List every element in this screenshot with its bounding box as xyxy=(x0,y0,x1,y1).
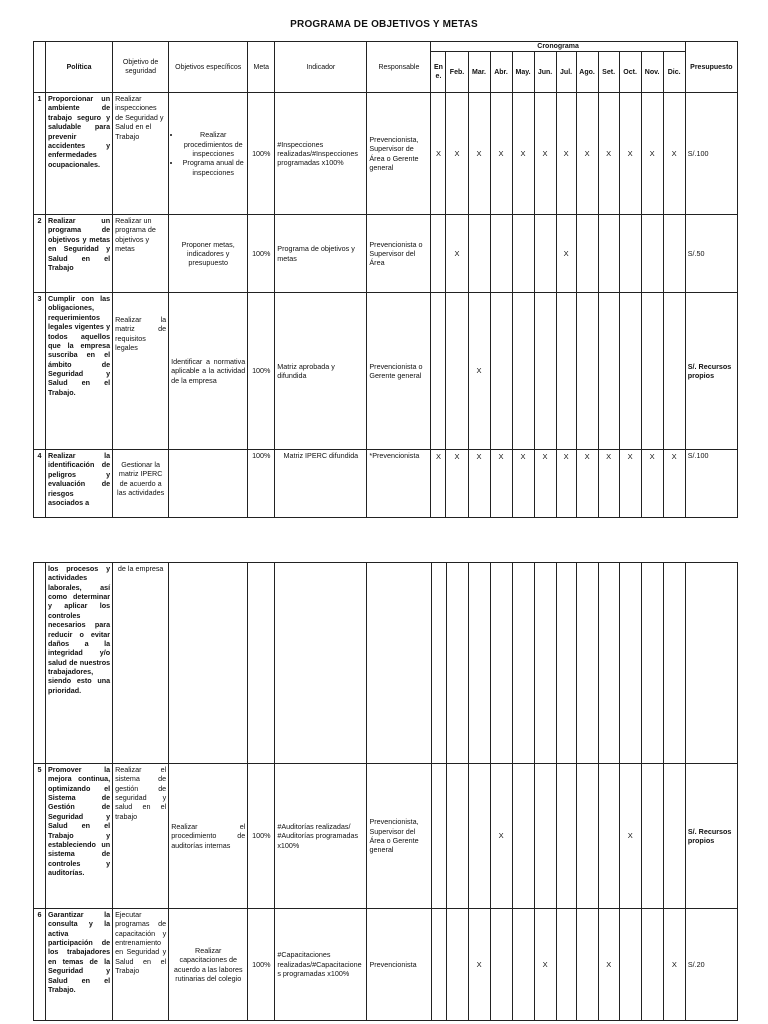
month-mark xyxy=(576,215,598,293)
objetivo-cell: Ejecutar programas de capacitación y entrenamiento en Seguridad y Salud en el Trabajo xyxy=(113,909,169,1021)
month-mark xyxy=(431,764,446,909)
month-mark: X xyxy=(556,93,576,215)
month-header: Jun. xyxy=(534,52,556,93)
month-header: May. xyxy=(512,52,534,93)
row-number: 5 xyxy=(34,764,46,909)
politica-cell: los procesos y actividades laborales, así como determinar y aplicar los controles necesarios para reducir o evitar daños a la integridad y/o salud de nuestros trabajadores, siendo esto una prioridad. xyxy=(46,563,113,764)
header-presupuesto: Presupuesto xyxy=(685,42,737,93)
indicador-cell: #Inspecciones realizadas/#Inspecciones programadas x100% xyxy=(275,93,367,215)
header-indicador: Indicador xyxy=(275,42,367,93)
month-mark: X xyxy=(490,764,512,909)
month-mark xyxy=(534,563,556,764)
month-mark: X xyxy=(641,450,663,518)
month-mark: X xyxy=(446,93,468,215)
especificos-cell xyxy=(169,563,248,764)
meta-cell xyxy=(248,563,275,764)
month-mark: X xyxy=(619,764,641,909)
month-mark: X xyxy=(446,450,468,518)
month-mark xyxy=(619,215,641,293)
header-objetivo: Objetivo de seguridad xyxy=(113,42,169,93)
row-number: 2 xyxy=(34,215,46,293)
month-mark xyxy=(576,764,598,909)
month-mark xyxy=(446,764,468,909)
header-politica: Política xyxy=(46,42,113,93)
month-mark: X xyxy=(663,93,685,215)
month-mark xyxy=(576,293,598,450)
month-mark xyxy=(512,215,534,293)
month-mark: X xyxy=(431,450,446,518)
politica-cell: Cumplir con las obligaciones, requerimientos legales vigentes y todos aquellos que la empresa suscriba en el ámbito de Seguridad y Salud en el Trabajo. xyxy=(46,293,113,450)
month-header: Dic. xyxy=(663,52,685,93)
especificos-cell: Proponer metas, indicadores y presupuesto xyxy=(169,215,248,293)
header-cronograma: Cronograma xyxy=(431,42,685,52)
month-mark xyxy=(663,563,685,764)
month-mark xyxy=(431,215,446,293)
month-mark xyxy=(512,909,534,1021)
month-mark xyxy=(468,764,490,909)
month-mark: X xyxy=(663,909,685,1021)
indicador-cell: #Auditorías realizadas/ #Auditorías programadas x100% xyxy=(275,764,367,909)
meta-cell: 100% xyxy=(248,293,275,450)
objetivo-cell: Realizar un programa de objetivos y metas xyxy=(113,215,169,293)
month-mark: X xyxy=(512,93,534,215)
objetivo-cell: Realizar la matriz de requisitos legales xyxy=(113,293,169,450)
responsable-cell: Prevencionista, Supervisor de Área o Gerente general xyxy=(367,93,431,215)
month-mark xyxy=(534,764,556,909)
table-row xyxy=(34,909,738,1021)
month-mark xyxy=(534,215,556,293)
indicador-cell: Matriz IPERC difundida xyxy=(275,450,367,518)
month-header: Feb. xyxy=(446,52,468,93)
month-mark xyxy=(641,215,663,293)
month-mark: X xyxy=(490,450,512,518)
month-mark xyxy=(663,215,685,293)
month-mark: X xyxy=(468,93,490,215)
objectives-table-page-1 xyxy=(33,41,738,518)
month-mark: X xyxy=(534,93,556,215)
header-responsable: Responsable xyxy=(367,42,431,93)
month-mark xyxy=(663,293,685,450)
month-mark xyxy=(641,909,663,1021)
month-mark: X xyxy=(512,450,534,518)
month-mark xyxy=(598,215,619,293)
month-mark xyxy=(556,764,576,909)
presupuesto-cell: S/.20 xyxy=(685,909,737,1021)
month-mark: X xyxy=(619,450,641,518)
month-mark: X xyxy=(641,93,663,215)
especificos-cell xyxy=(169,450,248,518)
politica-cell: Proporcionar un ambiente de trabajo seguro y saludable para prevenir accidentes y enfermedades ocupacionales. xyxy=(46,93,113,215)
month-mark: X xyxy=(556,450,576,518)
month-mark: X xyxy=(598,450,619,518)
month-mark xyxy=(468,215,490,293)
month-mark xyxy=(446,293,468,450)
month-mark xyxy=(431,909,446,1021)
month-mark xyxy=(556,563,576,764)
presupuesto-cell: S/.100 xyxy=(685,93,737,215)
row-number: 4 xyxy=(34,450,46,518)
row-number: 1 xyxy=(34,93,46,215)
responsable-cell: Prevencionista, Supervisor del Área o Gerente general xyxy=(367,764,431,909)
table-row xyxy=(34,563,738,764)
month-mark xyxy=(490,909,512,1021)
month-mark: X xyxy=(598,93,619,215)
month-mark xyxy=(641,563,663,764)
table-row xyxy=(34,215,738,293)
header-num xyxy=(34,42,46,93)
politica-cell: Realizar un programa de objetivos y metas en Seguridad y Salud en el Trabajo xyxy=(46,215,113,293)
month-mark xyxy=(598,764,619,909)
month-header: Nov. xyxy=(641,52,663,93)
month-mark xyxy=(512,764,534,909)
especificos-cell: Realizar el procedimiento de auditorías internas xyxy=(169,764,248,909)
month-mark xyxy=(556,909,576,1021)
table-row xyxy=(34,93,738,215)
month-mark xyxy=(512,563,534,764)
month-mark: X xyxy=(534,909,556,1021)
month-mark xyxy=(619,909,641,1021)
meta-cell: 100% xyxy=(248,764,275,909)
month-header: Ago. xyxy=(576,52,598,93)
objetivo-cell: de la empresa xyxy=(113,563,169,764)
row-number: 6 xyxy=(34,909,46,1021)
table-row xyxy=(34,293,738,450)
month-mark xyxy=(431,563,446,764)
meta-cell: 100% xyxy=(248,93,275,215)
table-row xyxy=(34,764,738,909)
month-mark xyxy=(534,293,556,450)
month-mark xyxy=(619,293,641,450)
month-mark xyxy=(576,563,598,764)
month-mark: X xyxy=(468,293,490,450)
meta-cell: 100% xyxy=(248,909,275,1021)
month-mark xyxy=(576,909,598,1021)
presupuesto-cell: S/.100 xyxy=(685,450,737,518)
presupuesto-cell: S/. Recursos propios xyxy=(685,293,737,450)
month-header: Jul. xyxy=(556,52,576,93)
politica-cell: Realizar la identificación de peligros y evaluación de riesgos asociados a xyxy=(46,450,113,518)
month-mark xyxy=(663,764,685,909)
month-header: Mar. xyxy=(468,52,490,93)
objetivo-cell: Gestionar la matriz IPERC de acuerdo a las actividades xyxy=(113,450,169,518)
month-mark xyxy=(598,293,619,450)
month-mark xyxy=(641,764,663,909)
month-mark: X xyxy=(468,450,490,518)
month-mark: X xyxy=(490,93,512,215)
indicador-cell xyxy=(275,563,367,764)
month-mark: X xyxy=(576,93,598,215)
meta-cell: 100% xyxy=(248,215,275,293)
month-mark xyxy=(431,293,446,450)
politica-cell: Garantizar la consulta y la activa participación de los trabajadores en temas de la Seguridad y Salud en el Trabajo. xyxy=(46,909,113,1021)
month-mark: X xyxy=(663,450,685,518)
month-header: Oct. xyxy=(619,52,641,93)
presupuesto-cell xyxy=(685,563,737,764)
month-mark: X xyxy=(446,215,468,293)
politica-cell: Promover la mejora continua, optimizando el Sistema de Gestión de Seguridad y Salud en el Trabajo y estableciendo un sistema de controles y auditorías. xyxy=(46,764,113,909)
month-mark: X xyxy=(431,93,446,215)
indicador-cell: Matriz aprobada y difundida xyxy=(275,293,367,450)
month-mark xyxy=(446,563,468,764)
month-mark xyxy=(598,563,619,764)
header-meta: Meta xyxy=(248,42,275,93)
responsable-cell xyxy=(367,563,431,764)
objetivo-cell: Realizar inspecciones de Seguridad y Salud en el Trabajo xyxy=(113,93,169,215)
responsable-cell: Prevencionista o Gerente general xyxy=(367,293,431,450)
month-mark: X xyxy=(468,909,490,1021)
month-mark xyxy=(468,563,490,764)
indicador-cell: #Capacitaciones realizadas/#Capacitaciones programadas x100% xyxy=(275,909,367,1021)
responsable-cell: Prevencionista o Supervisor del Área xyxy=(367,215,431,293)
responsable-cell: *Prevencionista xyxy=(367,450,431,518)
month-mark xyxy=(619,563,641,764)
month-mark xyxy=(490,215,512,293)
month-mark: X xyxy=(534,450,556,518)
objetivo-cell: Realizar el sistema de gestión de seguridad y salud en el trabajo xyxy=(113,764,169,909)
page-title: PROGRAMA DE OBJETIVOS Y METAS xyxy=(290,19,478,30)
objectives-table-page-2 xyxy=(33,562,738,1021)
meta-cell: 100% xyxy=(248,450,275,518)
month-header: Abr. xyxy=(490,52,512,93)
especifico-item: • Realizar procedimientos de inspecciones xyxy=(181,130,245,158)
month-mark xyxy=(490,293,512,450)
row-number xyxy=(34,563,46,764)
month-mark: X xyxy=(619,93,641,215)
month-header: Ene. xyxy=(431,52,446,93)
indicador-cell: Programa de objetivos y metas xyxy=(275,215,367,293)
especificos-cell: Realizar capacitaciones de acuerdo a las labores rutinarias del colegio xyxy=(169,909,248,1021)
month-mark: X xyxy=(556,215,576,293)
month-header: Set. xyxy=(598,52,619,93)
especifico-item: • Programa anual de inspecciones xyxy=(181,158,245,177)
row-number: 3 xyxy=(34,293,46,450)
table-row xyxy=(34,450,738,518)
especificos-cell: Identificar a normativa aplicable a la actividad de la empresa xyxy=(169,293,248,450)
especificos-cell xyxy=(169,93,248,215)
presupuesto-cell: S/. Recursos propios xyxy=(685,764,737,909)
presupuesto-cell: S/.50 xyxy=(685,215,737,293)
month-mark xyxy=(490,563,512,764)
month-mark: X xyxy=(598,909,619,1021)
month-mark xyxy=(446,909,468,1021)
month-mark xyxy=(556,293,576,450)
responsable-cell: Prevencionista xyxy=(367,909,431,1021)
month-mark xyxy=(512,293,534,450)
header-especificos: Objetivos específicos xyxy=(169,42,248,93)
month-mark xyxy=(641,293,663,450)
month-mark: X xyxy=(576,450,598,518)
